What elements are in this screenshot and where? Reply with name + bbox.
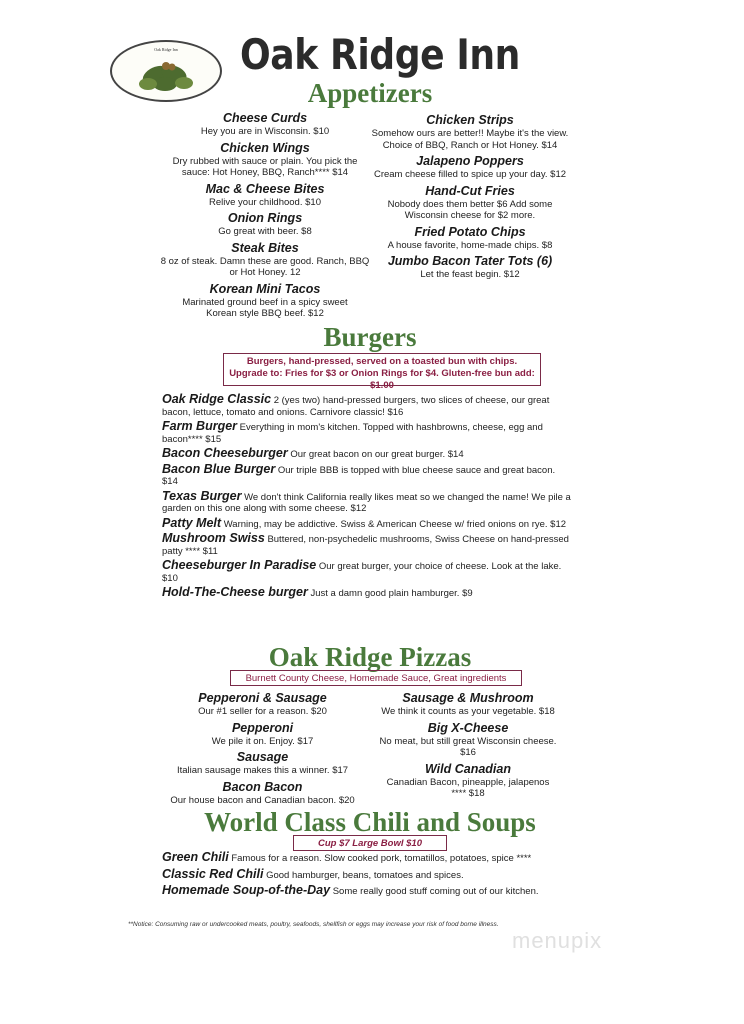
list-item xyxy=(162,515,572,531)
page-title: Oak Ridge Inn xyxy=(240,30,520,79)
menu-item xyxy=(370,113,570,151)
item-name: Homemade Soup-of-the-Day xyxy=(162,883,331,897)
menu-item xyxy=(160,141,370,179)
item-name: Pepperoni xyxy=(231,720,294,735)
menu-item xyxy=(370,225,570,252)
menu-item xyxy=(160,211,370,238)
item-desc: We think it counts as your vegetable. $18 xyxy=(381,706,555,717)
list-item xyxy=(162,852,602,865)
item-desc: Buttered, non-psychedelic mushrooms, Swiss Cheese on hand-pressed patty **** $11 xyxy=(162,534,569,557)
item-name: Cheeseburger In Paradise xyxy=(162,558,317,572)
item-desc: Dry rubbed with sauce or plain. You pick the sauce: Hot Honey, BBQ, Ranch**** $14 xyxy=(172,155,358,178)
item-desc: Just a damn good plain hamburger. $9 xyxy=(310,588,473,599)
item-desc: Nobody does them better $6 Add some Wisconsin cheese for $2 more. xyxy=(387,198,553,221)
item-desc: 2 (yes two) hand-pressed burgers, two slices of cheese, our great bacon, lettuce, tomato and onions. Carnivore classic! $16 xyxy=(162,395,550,418)
item-name: Farm Burger xyxy=(162,419,238,433)
list-item xyxy=(162,488,572,515)
item-desc: Our triple BBB is topped with blue cheese sauce and great bacon. $14 xyxy=(162,464,556,487)
list-item xyxy=(162,421,572,445)
item-name: Bacon Bacon xyxy=(222,779,303,794)
item-name: Mushroom Swiss xyxy=(162,531,265,545)
item-desc: 8 oz of steak. Damn these are good. Ranch, BBQ or Hot Honey. 12 xyxy=(160,255,370,278)
item-desc: Relive your childhood. $10 xyxy=(209,196,321,208)
item-name: Sausage xyxy=(236,750,289,764)
item-desc: No meat, but still great Wisconsin cheese. $16 xyxy=(379,735,557,758)
menu-item xyxy=(370,154,570,181)
logo xyxy=(110,40,222,102)
pizzas-left-column xyxy=(160,688,365,806)
list-item xyxy=(162,394,572,418)
menu-item xyxy=(160,111,370,138)
item-desc: Somehow ours are better!! Maybe it's the view. Choice of BBQ, Ranch or Hot Honey. $14 xyxy=(371,128,569,151)
burgers-heading: Burgers xyxy=(323,322,417,352)
item-name: Green Chili xyxy=(162,850,229,864)
burgers-note: Burgers, hand-pressed, served on a toasted bun with chips. Upgrade to: Fries for $3 or Onion Rings for $4. Gluten-free bun add: $1.00 xyxy=(223,353,541,386)
item-name: Cheese Curds xyxy=(222,111,308,125)
item-name: Jumbo Bacon Tater Tots (6) xyxy=(387,254,553,268)
menu-item xyxy=(368,721,568,759)
menu-item xyxy=(160,750,365,777)
item-name: Steak Bites xyxy=(231,240,299,255)
item-desc: We pile it on. Enjoy. $17 xyxy=(211,735,314,747)
item-name: Oak Ridge Classic xyxy=(162,392,272,406)
menu-item xyxy=(368,691,568,718)
item-name: Classic Red Chili xyxy=(162,866,264,881)
food-safety-notice: **Notice: Consuming raw or undercooked meats, poultry, seafoods, shellfish or eggs may increase your risk of food borne illness. xyxy=(128,921,499,928)
appetizers-heading: Appetizers xyxy=(307,78,433,108)
item-name: Sausage & Mushroom xyxy=(402,691,534,705)
list-item xyxy=(162,560,572,584)
item-name: Onion Rings xyxy=(227,211,303,225)
oak-leaf-icon xyxy=(112,42,220,100)
item-desc: Italian sausage makes this a winner. $17 xyxy=(176,765,349,776)
menu-item xyxy=(160,241,370,279)
item-desc: Warning, may be addictive. Swiss & American Cheese w/ fried onions on rye. $12 xyxy=(223,518,567,530)
item-name: Bacon Cheeseburger xyxy=(162,446,288,460)
appetizers-left-column xyxy=(160,108,370,320)
item-desc: A house favorite, home-made chips. $8 xyxy=(387,239,553,251)
item-desc: Our #1 seller for a reason. $20 xyxy=(198,706,327,717)
list-item xyxy=(162,533,572,557)
item-desc: Canadian Bacon, pineapple, jalapenos **** $18 xyxy=(386,776,550,799)
item-name: Hold-The-Cheese burger xyxy=(162,585,308,599)
chili-note: Cup $7 Large Bowl $10 xyxy=(293,835,447,851)
pizzas-note: Burnett County Cheese, Homemade Sauce, Great ingredients xyxy=(230,670,522,686)
item-name: Wild Canadian xyxy=(424,761,511,776)
menu-item xyxy=(370,254,570,281)
menu-item xyxy=(368,762,568,800)
item-desc: Our house bacon and Canadian bacon. $20 xyxy=(170,794,355,806)
item-name: Patty Melt xyxy=(162,515,222,530)
item-desc: Some really good stuff coming out of our kitchen. xyxy=(332,886,539,897)
item-name: Pepperoni & Sausage xyxy=(198,691,327,705)
list-item xyxy=(162,866,602,882)
menu-item xyxy=(370,184,570,222)
item-desc: Everything in mom's kitchen. Topped with hashbrowns, cheese, egg and bacon**** $15 xyxy=(162,422,543,445)
item-desc: Good hamburger, beans, tomatoes and spices. xyxy=(266,869,464,881)
list-item xyxy=(162,461,572,488)
pizzas-right-column xyxy=(368,688,568,800)
chili-list xyxy=(162,852,602,901)
item-desc: Marinated ground beef in a spicy sweet Korean style BBQ beef. $12 xyxy=(182,296,348,319)
item-name: Jalapeno Poppers xyxy=(416,154,524,168)
pizzas-heading: Oak Ridge Pizzas xyxy=(268,642,472,672)
menu-item xyxy=(160,182,370,209)
appetizers-right-column xyxy=(370,110,570,281)
item-name: Chicken Wings xyxy=(220,140,310,155)
item-name: Hand-Cut Fries xyxy=(425,183,515,198)
list-item xyxy=(162,885,602,898)
item-desc: Our great bacon on our great burger. $14 xyxy=(290,449,464,460)
menu-item xyxy=(160,282,370,320)
item-desc: Go great with beer. $8 xyxy=(218,226,312,237)
list-item xyxy=(162,448,572,461)
item-desc: Hey you are in Wisconsin. $10 xyxy=(200,126,330,137)
item-name: Bacon Blue Burger xyxy=(162,461,276,476)
item-name: Big X-Cheese xyxy=(427,720,509,735)
item-desc: Our great burger, your choice of cheese. Look at the lake. $10 xyxy=(162,561,562,584)
burgers-list xyxy=(162,394,572,603)
item-name: Texas Burger xyxy=(162,488,242,503)
menu-item xyxy=(160,691,365,718)
item-name: Chicken Strips xyxy=(426,113,514,127)
item-desc: Let the feast begin. $12 xyxy=(420,269,520,280)
menu-item xyxy=(160,780,365,807)
item-name: Korean Mini Tacos xyxy=(209,281,321,296)
menu-item xyxy=(160,721,365,748)
item-desc: Cream cheese filled to spice up your day. $12 xyxy=(373,169,567,180)
item-name: Fried Potato Chips xyxy=(414,224,526,239)
item-desc: Famous for a reason. Slow cooked pork, tomatillos, potatoes, spice **** xyxy=(231,853,532,864)
item-name: Mac & Cheese Bites xyxy=(205,181,325,196)
chili-heading: World Class Chili and Soups xyxy=(204,807,536,837)
item-desc: We don't think California really likes meat so we changed the name! We pile a garden on this one along with some cheese. $12 xyxy=(162,491,571,514)
logo-text: Oak Ridge Inn xyxy=(154,47,178,52)
list-item xyxy=(162,587,572,600)
watermark: menupix xyxy=(512,928,603,953)
